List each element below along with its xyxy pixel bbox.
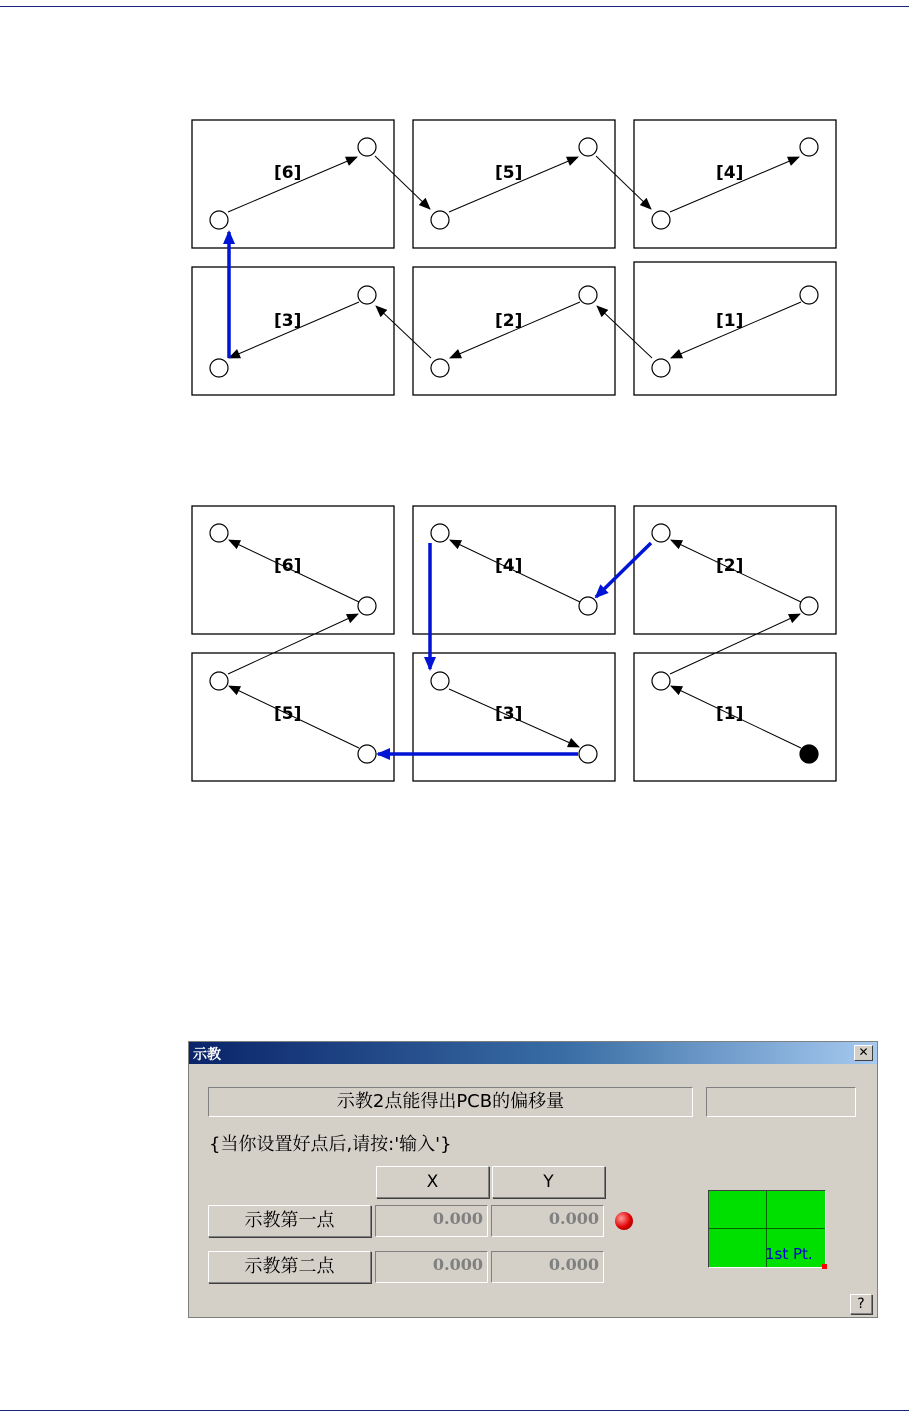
node (358, 138, 376, 156)
node (431, 672, 449, 690)
node (431, 359, 449, 377)
close-button[interactable]: ✕ (854, 1045, 873, 1061)
dialog-title: 示教 (193, 1047, 221, 1063)
step-label: [4] (495, 556, 523, 576)
node (210, 211, 228, 229)
column-header-x: X (376, 1166, 489, 1198)
first-point-y: 0.000 (491, 1205, 604, 1237)
preview-horizontal-line (709, 1228, 825, 1229)
path-diagram-top (185, 115, 845, 400)
step-label: [2] (716, 556, 744, 576)
step-label: [3] (495, 704, 523, 724)
bottom-rule (0, 1410, 909, 1411)
path-diagram-bottom (185, 501, 845, 786)
node (431, 211, 449, 229)
node (652, 672, 670, 690)
node (358, 745, 376, 763)
step-label: [6] (274, 556, 302, 576)
status-led-icon (615, 1212, 633, 1230)
node (358, 286, 376, 304)
node (800, 138, 818, 156)
teach-second-point-button[interactable]: 示教第二点 (208, 1251, 371, 1283)
node (579, 597, 597, 615)
start-node (800, 745, 818, 763)
node (358, 597, 376, 615)
hint-text: {当你设置好点后,请按:'输入'} (209, 1134, 452, 1155)
node (800, 286, 818, 304)
node (431, 524, 449, 542)
preview-label: 1st Pt. (765, 1245, 813, 1263)
step-label: [5] (274, 704, 302, 724)
node (579, 138, 597, 156)
node (579, 745, 597, 763)
first-point-x: 0.000 (375, 1205, 488, 1237)
column-header-y: Y (492, 1166, 605, 1198)
node (210, 672, 228, 690)
dialog-titlebar (189, 1042, 877, 1064)
node (210, 359, 228, 377)
step-label: [4] (716, 163, 744, 183)
node (579, 286, 597, 304)
step-label: [2] (495, 311, 523, 331)
second-point-y: 0.000 (491, 1251, 604, 1283)
status-box (706, 1087, 856, 1117)
top-rule (0, 6, 909, 7)
node (210, 524, 228, 542)
node (652, 359, 670, 377)
preview-marker-icon (822, 1264, 827, 1269)
help-button[interactable]: ? (850, 1294, 872, 1314)
step-label: [5] (495, 163, 523, 183)
point-preview (708, 1190, 826, 1268)
description-box: 示教2点能得出PCB的偏移量 (208, 1087, 693, 1117)
teach-first-point-button[interactable]: 示教第一点 (208, 1205, 371, 1237)
node (652, 211, 670, 229)
second-point-x: 0.000 (375, 1251, 488, 1283)
step-label: [1] (716, 704, 744, 724)
step-label: [3] (274, 311, 302, 331)
node (800, 597, 818, 615)
step-label: [1] (716, 311, 744, 331)
teach-dialog (188, 1041, 878, 1318)
node (652, 524, 670, 542)
step-label: [6] (274, 163, 302, 183)
